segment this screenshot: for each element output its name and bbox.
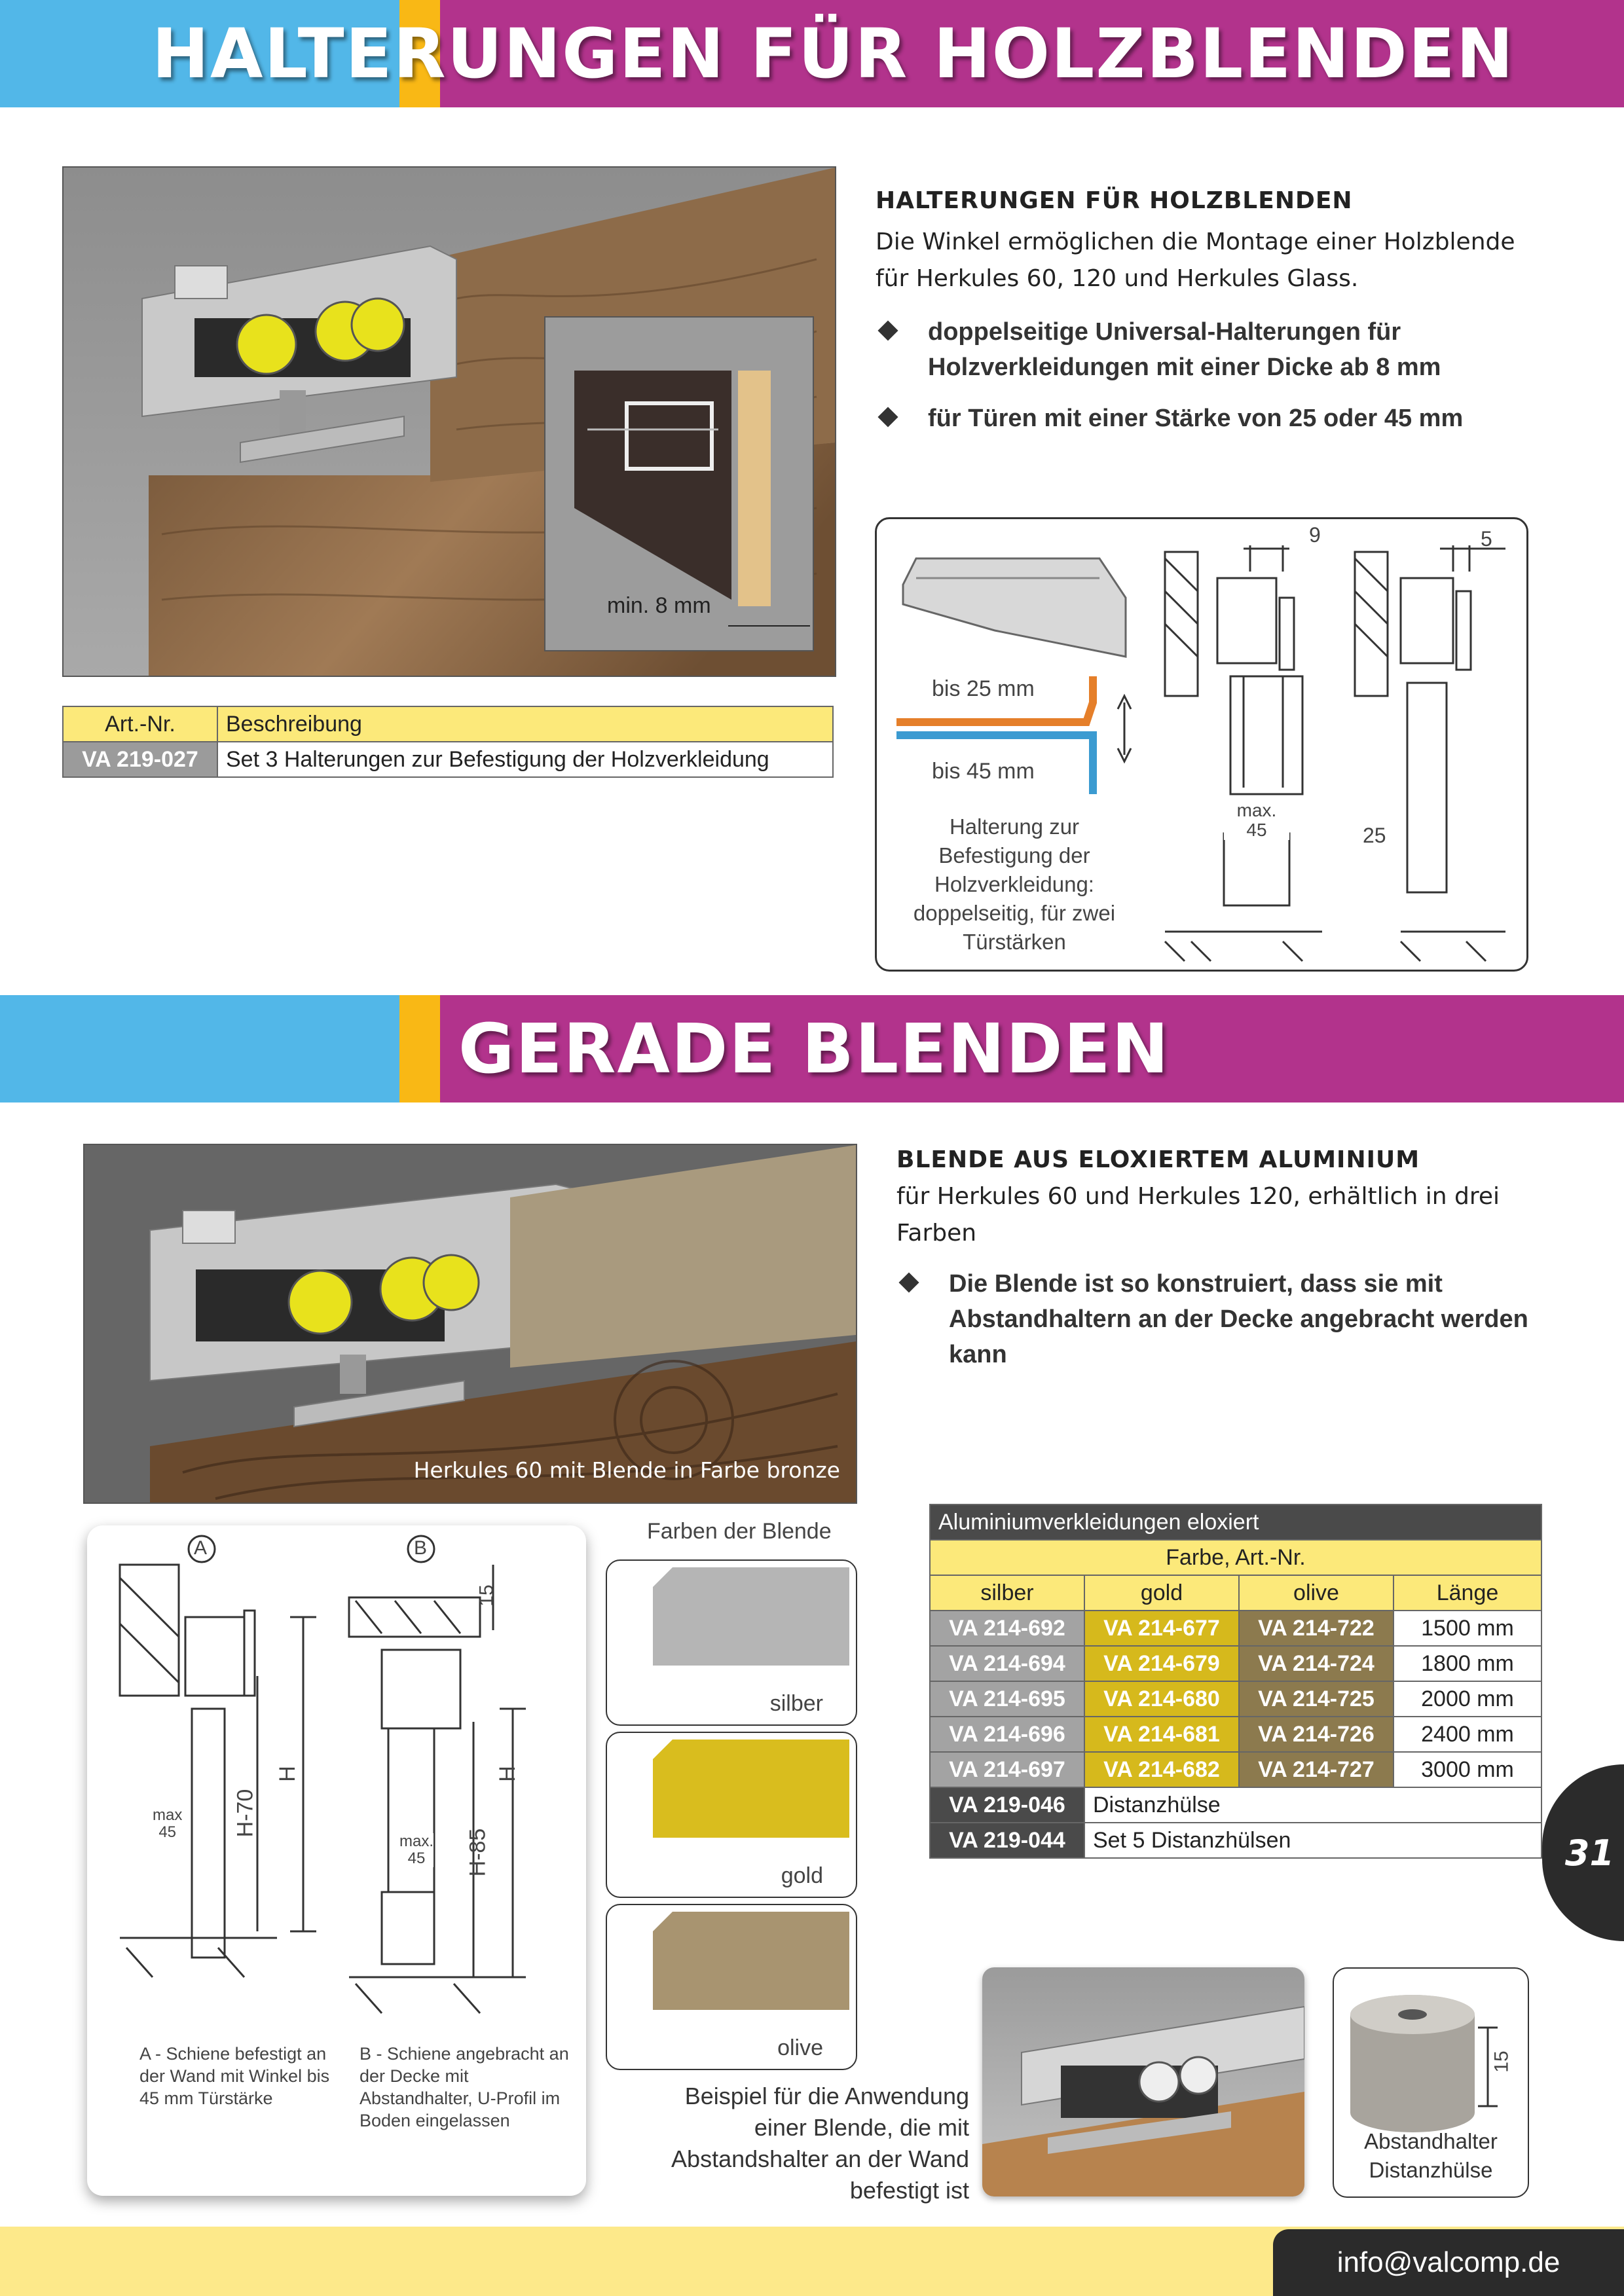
page-number-tab bbox=[1542, 1764, 1624, 1941]
photo-caption: Herkules 60 mit Blende in Farbe bronze bbox=[413, 1457, 840, 1483]
swatch bbox=[653, 1740, 849, 1838]
table-row: VA 214-695 VA 214-680 VA 214-725 2000 mm bbox=[930, 1681, 1541, 1717]
mounting-photo bbox=[62, 166, 836, 677]
example-photo bbox=[982, 1967, 1304, 2196]
max-45-b: max. 45 bbox=[399, 1832, 434, 1867]
dim-5: 5 bbox=[1481, 527, 1492, 551]
installation-drawings bbox=[87, 1525, 586, 2196]
banner-gerade-blenden bbox=[0, 995, 1624, 1102]
section1-intro: Die Winkel ermöglichen die Montage einer Holzblende für Herkules 60, 120 und Herkules Glass. bbox=[876, 228, 1515, 292]
caption-a: A - Schiene befestigt an der Wand mit Winkel bis 45 mm Türstärke bbox=[139, 2044, 330, 2108]
label-a: A bbox=[194, 1537, 208, 1559]
section2-heading: BLENDE AUS ELOXIERTEM ALUMINIUM bbox=[896, 1146, 1420, 1173]
bullet-item: für Türen mit einer Stärke von 25 oder 45 mm bbox=[876, 401, 1557, 436]
table-row: VA 214-694 VA 214-679 VA 214-724 1800 mm bbox=[930, 1646, 1541, 1681]
dim-h-a: H bbox=[274, 1766, 300, 1782]
spacer-label: Abstandhalter Distanzhülse bbox=[1364, 2129, 1498, 2182]
table-row: VA 219-027 Set 3 Halterungen zur Befestigung der Holzverkleidung bbox=[63, 742, 833, 777]
swatch bbox=[653, 1912, 849, 2010]
caption-b: B - Schiene angebracht an der Decke mit Abstandhalter, U-Profil im Boden eingelassen bbox=[360, 2044, 569, 2130]
spacer-dim: 15 bbox=[1490, 2050, 1513, 2073]
section2-intro: für Herkules 60 und Herkules 120, erhältlich in drei Farben bbox=[896, 1183, 1500, 1247]
dim-h70: H-70 bbox=[232, 1789, 258, 1838]
color-sample-olive: olive bbox=[606, 1904, 857, 2070]
bullet-item: doppelseitige Universal-Halterungen für Holzverkleidungen mit einer Dicke ab 8 mm bbox=[876, 314, 1557, 385]
label-b: B bbox=[414, 1537, 428, 1559]
section1-heading: HALTERUNGEN FÜR HOLZBLENDEN bbox=[876, 187, 1353, 214]
holder-diagram-box bbox=[875, 517, 1528, 972]
banner-halterungen bbox=[0, 0, 1624, 107]
color-sample-gold: gold bbox=[606, 1732, 857, 1898]
aluminium-table: Aluminiumverkleidungen eloxiert Farbe, Art.-Nr. silber gold olive Länge VA 214-692 VA 214-677 VA 214-722 1500 mm VA 214-694 VA 214-679 VA 214-724 1800 mm VA 214-695 VA 214-680 VA 214-725 2000 mm VA 214-696 VA 214-681 VA 214-726 2400 mm VA 214-697 VA 214-682 VA 214-727 3000 mm VA 219-046 Distanzhülse VA 219-044 Set 5 Distanzhülsen bbox=[929, 1504, 1542, 1859]
table-row: VA 219-044 Set 5 Distanzhülsen bbox=[930, 1823, 1541, 1858]
diagram-caption: Halterung zur Befestigung der Holzverkleidung: doppelseitig, für zwei Türstärken bbox=[913, 814, 1116, 954]
swatch bbox=[653, 1567, 849, 1666]
col-header-beschreibung: Beschreibung bbox=[217, 706, 833, 742]
footer-contact bbox=[1273, 2229, 1624, 2296]
label-bis-25: bis 25 mm bbox=[932, 676, 1035, 701]
footer-email[interactable]: info@valcomp.de bbox=[1337, 2246, 1560, 2278]
blend-photo bbox=[83, 1144, 857, 1504]
col-header-artnr: Art.-Nr. bbox=[63, 706, 217, 742]
color-sample-silber: silber bbox=[606, 1559, 857, 1726]
max-45-label: max. 45 bbox=[1224, 801, 1289, 840]
table-subtitle: Farbe, Art.-Nr. bbox=[930, 1540, 1541, 1575]
holder-table bbox=[62, 706, 834, 778]
table-row: VA 214-692 VA 214-677 VA 214-722 1500 mm bbox=[930, 1611, 1541, 1646]
banner-title: GERADE BLENDEN bbox=[458, 1009, 1170, 1089]
section2-bullets bbox=[896, 1266, 1551, 1388]
table-title: Aluminiumverkleidungen eloxiert bbox=[930, 1504, 1541, 1540]
dim-25: 25 bbox=[1363, 824, 1386, 847]
example-caption: Beispiel für die Anwendung einer Blende, die mit Abstandshalter an der Wand befestigt ist bbox=[671, 2083, 969, 2204]
dim-15: 15 bbox=[475, 1584, 498, 1607]
dim-9: 9 bbox=[1309, 523, 1321, 547]
spacer-box bbox=[1333, 1967, 1529, 2198]
max-45-a: max 45 bbox=[153, 1806, 183, 1841]
min-thickness-label: min. 8 mm bbox=[607, 593, 711, 618]
table-row: VA 214-697 VA 214-682 VA 214-727 3000 mm bbox=[930, 1752, 1541, 1787]
page-number: 31 bbox=[1564, 1832, 1615, 1874]
section1-bullets bbox=[876, 314, 1557, 452]
table-row: VA 214-696 VA 214-681 VA 214-726 2400 mm bbox=[930, 1717, 1541, 1752]
banner-title: HALTERUNGEN FÜR HOLZBLENDEN bbox=[152, 14, 1515, 94]
colors-title: Farben der Blende bbox=[647, 1519, 832, 1544]
dim-h85: H-85 bbox=[465, 1828, 490, 1877]
table-row: VA 219-046 Distanzhülse bbox=[930, 1787, 1541, 1823]
bullet-item: Die Blende ist so konstruiert, dass sie mit Abstandhaltern an der Decke angebracht werden kann bbox=[896, 1266, 1551, 1372]
dim-h-b: H bbox=[494, 1766, 520, 1782]
label-bis-45: bis 45 mm bbox=[932, 759, 1035, 784]
